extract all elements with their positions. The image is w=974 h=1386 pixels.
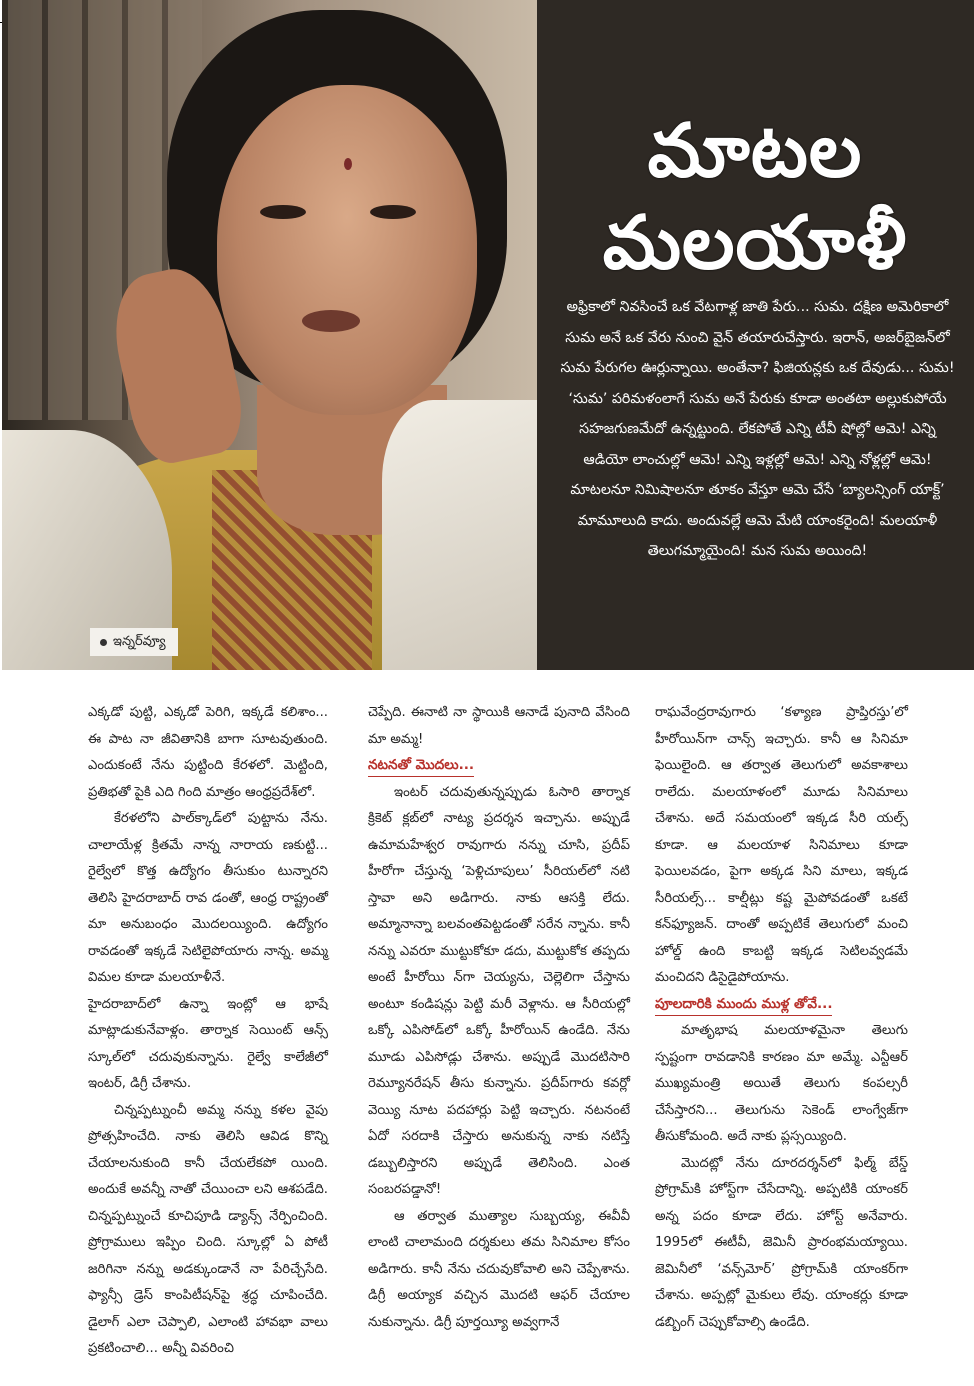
subheading-1: నటనతో మొదలు... xyxy=(368,754,474,777)
column1-paragraph-2: కేరళలోని పాల్‌క్కాడ్‌లో పుట్టాను నేను. చాలాయేళ్ల క్రితమే నాన్న నారాయ ణకుట్టి... రైల్వేలో కొత్త ఉద్యోగం తీసుకుం టున్నారని తెలిసి హైదరాబాద్ రావ డంతో, ఆంధ్ర రాష్ట్రంతో మా అనుబంధం మొదలయ్యింది. ఉద్యోగం రావడంతో ఇక్కడే సెటిలైపోయారు నాన్న. అమ్మ విమల కూడా మలయాళీనే. xyxy=(88,811,328,985)
column3-paragraph-2: మాతృభాష మలయాళమైనా తెలుగు స్పష్టంగా రావడానికి కారణం మా అమ్మే. ఎన్టీఆర్ ముఖ్యమంత్రి అయితే తెలుగు కంపల్సరీ చేసేస్తారని... తెలుగును సెకెండ్ లాంగ్వేజ్‌గా తీసుకోమంది. అదే నాకు ప్లస్సయ్యింది. xyxy=(655,1023,908,1144)
bullet-icon xyxy=(100,639,107,646)
photo-caption: ఇన్నర్‌వ్యూ xyxy=(113,634,166,649)
photo-scarf-right xyxy=(382,400,542,670)
headline-line-2: మలయాళీ xyxy=(602,200,908,286)
photo-face xyxy=(217,85,477,415)
headline-line-1: మాటల xyxy=(647,108,863,194)
body-column-2 xyxy=(368,700,630,1336)
headline xyxy=(545,105,965,289)
column1-paragraph-1: ఎక్కడో పుట్టి, ఎక్కడో పెరిగి, ఇక్కడే కలిశాం... ఈ పాట నా జీవితానికి బాగా సూటవుతుంది. ఎందుకంటే నేను పుట్టింది కేరళలో. మెట్టింది, ప్రతిభతో పైకి ఎది గింది మాత్రం ఆంధ్రప్రదేశ్‌లో. xyxy=(88,705,328,800)
photo-right-eye xyxy=(370,205,416,219)
body-column-1 xyxy=(88,700,328,1363)
column1-paragraph-3: హైదరాబాద్‌లో ఉన్నా ఇంట్లో ఆ భాషే మాట్లాడుకునేవాళ్లం. తార్నాక సెయింట్ ఆన్స్ స్కూల్‌లో చదువుకున్నాను. రైల్వే కాలేజీలో ఇంటర్, డిగ్రీ చేశాను. xyxy=(88,996,328,1091)
intro-text xyxy=(555,292,960,567)
photo-mouth xyxy=(302,310,360,332)
body-column-3 xyxy=(655,700,908,1336)
column1-paragraph-4: చిన్నప్పట్నుంచీ అమ్మ నన్ను కళల వైపు ప్రోత్సహించేది. నాకు తెలిసి ఆవిడ కొన్ని చేయాలనుకుంది కానీ చేయలేకపో యింది. అందుకే అవన్నీ నాతో చేయించా లని ఆశపడేది. చిన్నప్పట్నుంచే కూచిపూడి డ్యాన్స్ నేర్పించింది. ప్రోగ్రాములు ఇప్పిం చింది. స్కూల్లో ఏ పోటీ జరిగినా నన్ను అడక్కుండానే నా పేరిచ్చేసేది. ఫ్యాన్సీ డ్రెస్ కాంపిటీషన్‌పై శ్రద్ధ చూపించేది. డైలాగ్ ఎలా చెప్పాలి, ఎలాంటి హావభా వాలు ప్రకటించాలి... అన్నీ వివరించి xyxy=(88,1102,328,1356)
column3-paragraph-1: రాఘవేంద్రరావుగారు ‘కళ్యాణ ప్రాప్తిరస్తు’లో హీరోయిన్‌గా చాన్స్ ఇచ్చారు. కానీ ఆ సినిమా ఫెయిలైంది. ఆ తర్వాత తెలుగులో అవకాశాలు రాలేదు. మలయాళంలో మూడు సినిమాలు చేశాను. అదే సమయంలో ఇక్కడ సీరి యల్స్ కూడా. ఆ మలయాళ సినిమాలు కూడా ఫెయిలవడం, పైగా అక్కడ సిని మాలు, ఇక్కడ సీరియల్స్... కాల్షీట్లు కష్ట మైపోవడంతో ఒకటే కన్‌ఫ్యూజన్. దాంతో అప్పటికే తెలుగులో మంచి హోల్డ్ ఉంది కాబట్టి ఇక్కడ సెటిలవ్వడమే మంచిదని డిసైడైపోయాను. xyxy=(655,705,908,985)
column3-paragraph-3: మొదట్లో నేను దూరదర్శన్‌లో ఫిల్మ్ బేస్డ్ ప్రోగ్రామ్‌కి హోస్ట్‌గా చేసేదాన్ని. అప్పటికి యాంకర్ అన్న పదం కూడా లేదు. హోస్ట్ అనేవారు. 1995లో ఈటీవీ, జెమినీ ప్రారంభమయ్యాయి. జెమినీలో ‘వన్స్‌మోర్’ ప్రోగ్రామ్‌కి యాంకర్‌గా చేశాను. అప్పట్లో మైకులు లేవు. యాంకర్లు కూడా డబ్బింగ్ చెప్పుకోవాల్సి ఉండేది. xyxy=(655,1155,908,1330)
photo-left-eye xyxy=(260,205,306,219)
column2-paragraph-1: చెప్పేది. ఈనాటి నా స్థాయికి ఆనాడే పునాది వేసింది మా అమ్మ! xyxy=(368,705,630,747)
column2-paragraph-2: ఇంటర్ చదువుతున్నప్పుడు ఓసారి తార్నాక క్రికెట్ క్లబ్‌లో నాట్య ప్రదర్శన ఇచ్చాను. అప్పుడే ఉమామహేశ్వర రావుగారు నన్ను చూసి, ప్రదీప్ హీరోగా చేస్తున్న ‘పెళ్లిచూపులు’ సీరియల్‌లో నటి స్తావా అని అడిగారు. నాకు ఆసక్తి లేదు. అమ్మానాన్నా బలవంతపెట్టడంతో సరేన న్నాను. కానీ నన్ను ఎవరూ ముట్టుకోకూ డదు, ముట్టుకోక తప్పదు అంటే హీరోయి న్‌గా చెయ్యను, చెల్లెలిగా చేస్తాను అంటూ కండిషన్లు పెట్టి మరీ వెళ్లాను. ఆ సీరియల్లో ఒక్కో ఎపిసోడ్‌లో ఒక్కో హీరోయిన్ ఉండేది. నేను మూడు ఎపిసోడ్లు చేశాను. అప్పుడే మొదటిసారి రెమ్యూనరేషన్ తీసు కున్నాను. ప్రదీప్‌గారు కవర్లో వెయ్యి నూట పదహార్లు పెట్టి ఇచ్చారు. నటనంటే ఏదో సరదాకి చేస్తారు అనుకున్న నాకు నటిస్తే డబ్బులిస్తారని అప్పుడే తెలిసింది. ఎంత సంబరపడ్డానో! xyxy=(368,784,630,1197)
subheading-2: పూలదారికి ముందు ముళ్ల తోవే... xyxy=(655,993,832,1016)
column2-paragraph-3: ఆ తర్వాత ముత్యాల సుబ్బయ్య, ఈవీవీ లాంటి చాలామంది దర్శకులు తమ సినిమాల కోసం అడిగారు. కానీ నేను చదువుకోవాలి అని చెప్పేశాను. డిగ్రీ అయ్యాక వచ్చిన మొదటి ఆఫర్ చేయాల నుకున్నాను. డిగ్రీ పూర్తయ్యీ అవ్వగానే xyxy=(368,1208,630,1330)
intro-paragraph-2: ‘సుమ’ పరిమళంలాగే సుమ అనే పేరుకు కూడా అంతటా అల్లుకుపోయే సహజగుణమేదో ఉన్నట్టుంది. లేకపోతే ఎన్ని టీవీ షోల్లో ఆమె! ఎన్ని ఆడియో లాంచుల్లో ఆమె! ఎన్ని ఇళ్లల్లో ఆమె! ఎన్ని నోళ్లల్లో ఆమె! మాటలనూ నిమిషాలనూ తూకం వేస్తూ ఆమె చేసే ‘బ్యాలన్సింగ్ యాక్ట్’ మామూలుది కాదు. అందువల్లే ఆమె మేటి యాంకరైంది! మలయాళీ తెలుగమ్మాయైంది! మన సుమ అయింది! xyxy=(568,390,947,559)
intro-paragraph-1: అఫ్రికాలో నివసించే ఒక వేటగాళ్ల జాతి పేరు... సుమ. దక్షిణ అమెరికాలో సుమ అనే ఒక వేరు నుంచి వైన్ తయారుచేస్తారు. ఇరాన్, అజర్‌బైజన్‌లో సుమ పేరుగల ఊర్లున్నాయి. అంతేనా? ఫిజియన్లకు ఒక దేవుడు... సుమ! xyxy=(560,299,955,376)
photo-bindi xyxy=(344,158,352,170)
portrait-photo xyxy=(2,0,542,670)
photo-caption-tag xyxy=(90,628,178,656)
